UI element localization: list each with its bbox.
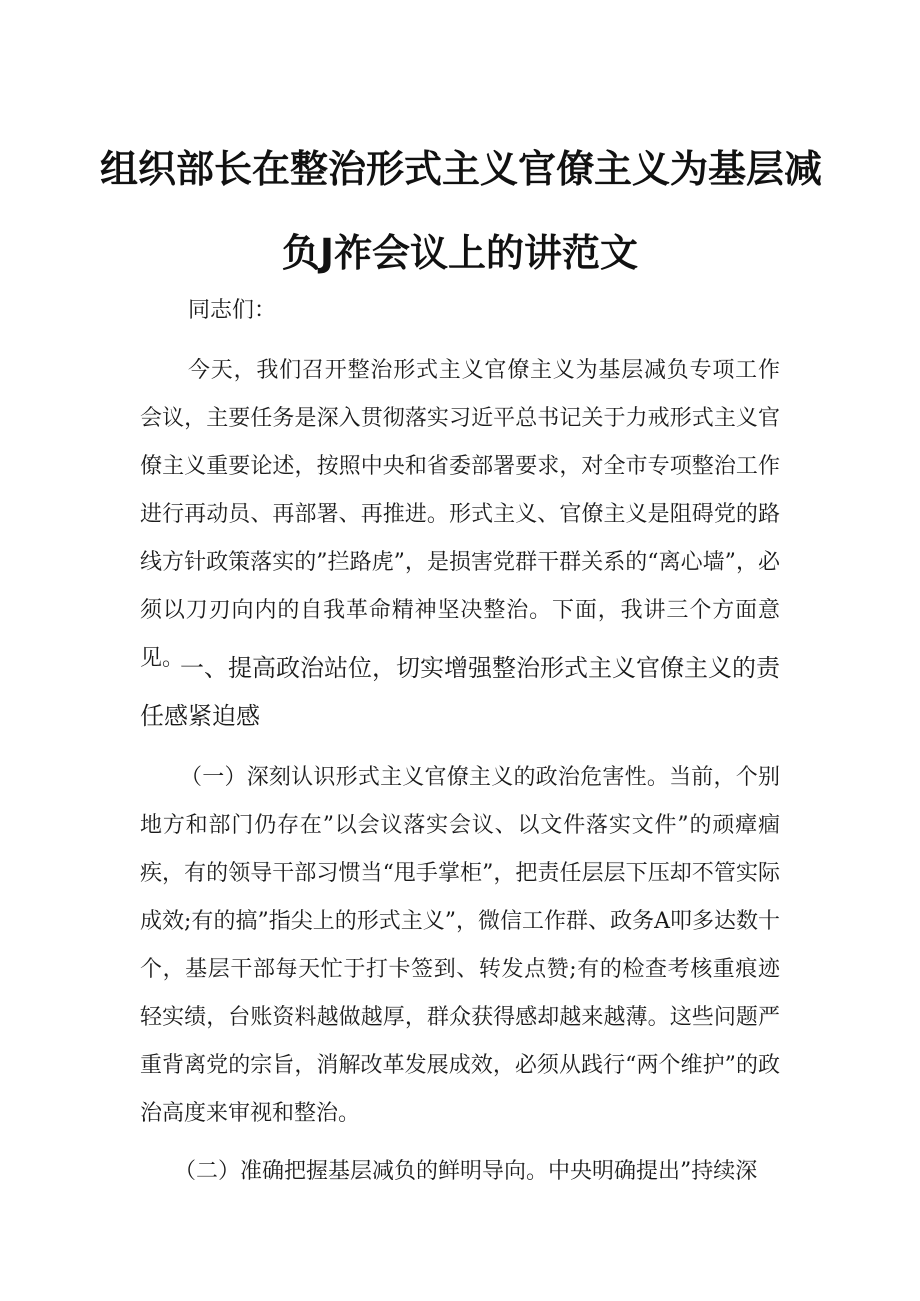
document-title-line-2: 负J祚会议上的讲范文 [281,231,639,275]
greeting: 同志们： [188,298,277,323]
document-title-line-1: 组织部长在整治形式主义官僚主义为基层减 [100,147,823,191]
paragraph-intro: 今天，我们召开整治形式主义官僚主义为基层减负专项工作会议，主要任务是深入贯彻落实习近平总书记关于力戒形式主义官僚主义重要论述，按照中央和省委部署要求，对全市专项整治工作进行再动员、再部署、再推进。形式主义、官僚主义是阻碍党的路线方针政策落实的”拦路虎”，是损害党群干群关系的“离心墙”，必须以刀刃向内的自我革命精神坚决整治。下面，我讲三个方面意见。 [140,358,780,671]
section-heading-1: 一、提高政治站位，切实增强整治形式主义官僚主义的责任感紧迫感 [140,654,780,730]
paragraph-subsection-2: （二）准确把握基层减负的鲜明导向。中央明确提出”持续深 [174,1159,758,1184]
paragraph-subsection-1: （一）深刻认识形式主义官僚主义的政治危害性。当前，个别地方和部门仍存在”以会议落实会议、以文件落实文件”的顽瘴痼疾，有的领导干部习惯当“甩手掌柜”，把责任层层下压却不管实际成效;有的搞”指尖上的形式主义”，微信工作群、政务A叩多达数十个，基层干部每天忙于打卡签到、转发点赞;有的检查考核重痕迹轻实绩，台账资料越做越厚，群众获得感却越来越薄。这些问题严重背离党的宗旨，消解改革发展成效，必须从践行“两个维护”的政治高度来审视和整治。 [140,765,780,1126]
